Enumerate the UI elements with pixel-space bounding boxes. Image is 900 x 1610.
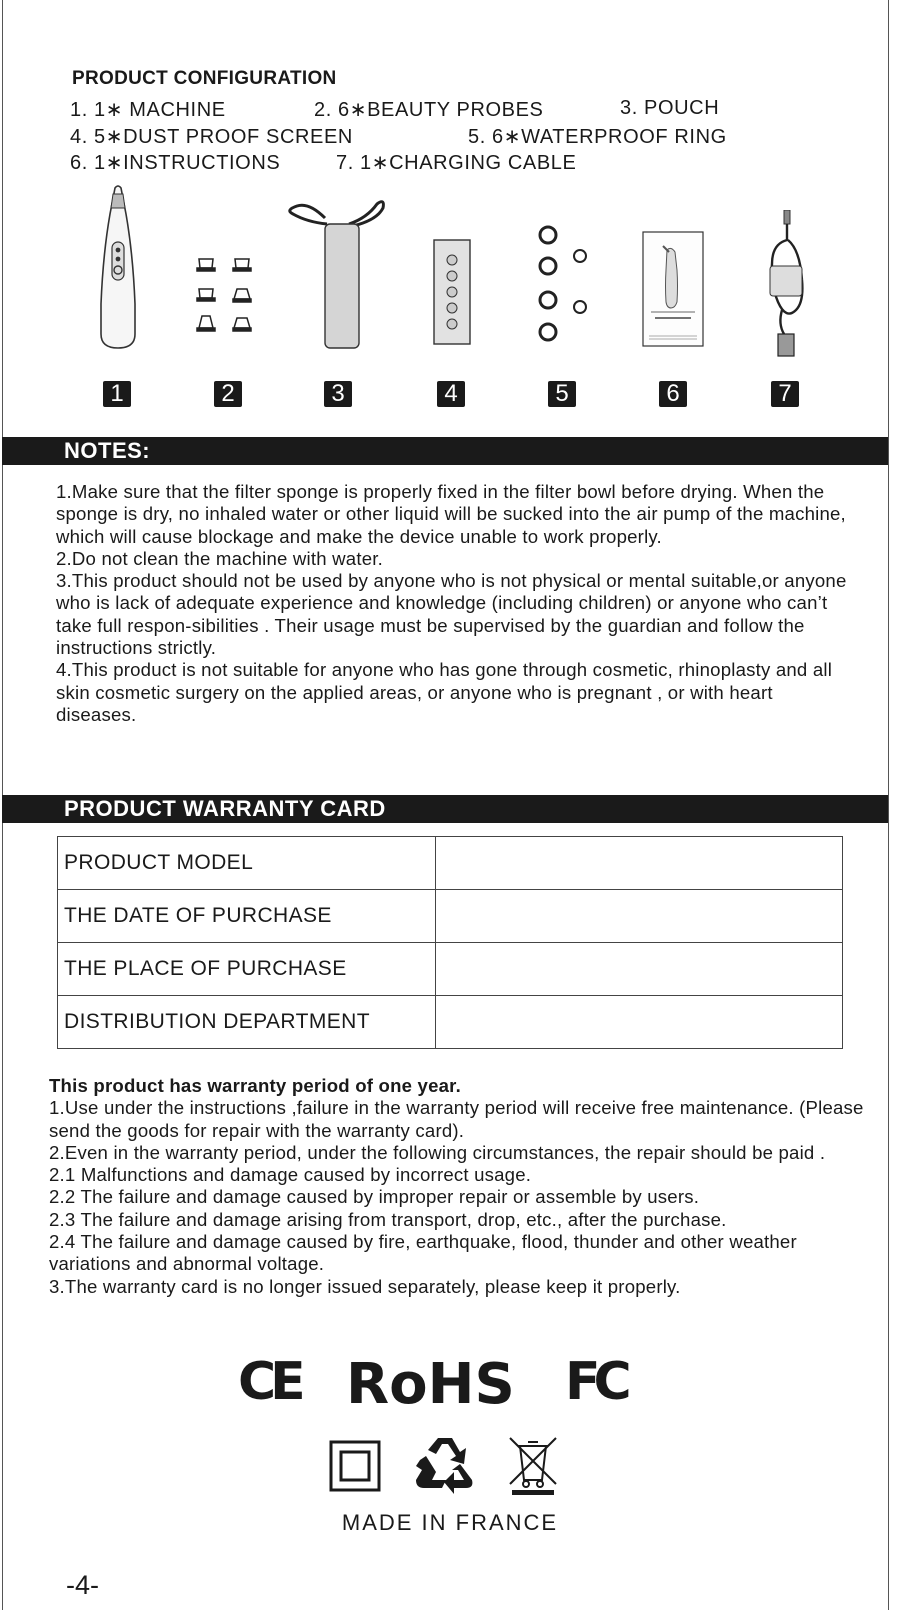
config-item: 2. 6∗BEAUTY PROBES — [314, 99, 544, 121]
rohs-mark: RoHS — [346, 1352, 515, 1417]
notes-body — [56, 481, 856, 726]
item-number-3: 3 — [324, 381, 352, 407]
item-number-2: 2 — [214, 381, 242, 407]
warranty-paragraph: 2.1 Malfunctions and damage caused by incorrect usage. — [49, 1164, 532, 1186]
configuration-title: PRODUCT CONFIGURATION — [72, 68, 337, 89]
warranty-paragraph: 2.2 The failure and damage caused by improper repair or assemble by users. — [49, 1186, 700, 1208]
machine-illustration — [95, 184, 141, 352]
table-row — [58, 837, 843, 890]
warranty-field-label: PRODUCT MODEL — [58, 837, 436, 890]
table-row — [58, 943, 843, 996]
config-item: 1. 1∗ MACHINE — [70, 99, 226, 121]
config-item: 5. 6∗WATERPROOF RING — [468, 126, 727, 148]
table-row — [58, 890, 843, 943]
warranty-paragraph: 1.Use under the instructions ,failure in the warranty period will receive free maintenance. (Please send the goods for repair with the warranty card). — [49, 1097, 864, 1141]
table-row — [58, 996, 843, 1049]
instructions-booklet-illustration — [641, 230, 705, 348]
charging-cable-illustration — [766, 210, 808, 360]
weee-crossed-bin-icon — [506, 1434, 560, 1496]
fcc-mark: FC — [565, 1352, 625, 1412]
warranty-paragraph: 2.Even in the warranty period, under the following circumstances, the repair should be paid . — [49, 1141, 826, 1163]
warranty-header-bar — [2, 795, 888, 823]
item-number-7: 7 — [771, 381, 799, 407]
warranty-card-table — [57, 836, 843, 1049]
item-number-6: 6 — [659, 381, 687, 407]
note-paragraph: 3.This product should not be used by anyone who is not physical or mental suitable,or anyone who is lack of adequate experience and knowledge (including children) or anyone who can’t take full respon-sibilities . Their usage must be supervised by the guardian and follow the instructions strictly. — [56, 570, 847, 659]
item-number-4: 4 — [437, 381, 465, 407]
recycle-icon — [412, 1434, 478, 1494]
warranty-field-value[interactable] — [436, 943, 843, 996]
warranty-field-label: THE PLACE OF PURCHASE — [58, 943, 436, 996]
warranty-field-value[interactable] — [436, 837, 843, 890]
warranty-heading: This product has warranty period of one year. — [49, 1075, 461, 1096]
warranty-field-label: THE DATE OF PURCHASE — [58, 890, 436, 943]
config-item: 7. 1∗CHARGING CABLE — [336, 152, 577, 174]
warranty-field-value[interactable] — [436, 890, 843, 943]
config-item: 3. POUCH — [620, 97, 720, 119]
note-paragraph: 2.Do not clean the machine with water. — [56, 547, 383, 569]
made-in-label: MADE IN FRANCE — [341, 1510, 559, 1535]
warranty-field-label: DISTRIBUTION DEPARTMENT — [58, 996, 436, 1049]
warranty-paragraph: 2.3 The failure and damage arising from transport, drop, etc., after the purchase. — [49, 1208, 727, 1230]
double-insulation-icon — [329, 1440, 381, 1492]
config-item: 6. 1∗INSTRUCTIONS — [70, 152, 281, 174]
warranty-paragraph: 3.The warranty card is no longer issued separately, please keep it properly. — [49, 1275, 681, 1297]
warranty-title: PRODUCT WARRANTY CARD — [64, 796, 386, 821]
item-number-5: 5 — [548, 381, 576, 407]
waterproof-rings-illustration — [535, 224, 595, 348]
warranty-field-value[interactable] — [436, 996, 843, 1049]
configuration-items — [0, 180, 900, 420]
item-number-1: 1 — [103, 381, 131, 407]
page-number: -4- — [66, 1570, 99, 1600]
notes-header-bar — [2, 437, 888, 465]
ce-mark: CE — [238, 1352, 300, 1412]
note-paragraph: 4.This product is not suitable for anyone who has gone through cosmetic, rhinoplasty and all skin cosmetic surgery on the applied areas, or anyone who is pregnant , or with heart diseases. — [56, 659, 833, 725]
warranty-paragraph: 2.4 The failure and damage caused by fire, earthquake, flood, thunder and other weather variations and abnormal voltage. — [49, 1231, 797, 1275]
config-item: 4. 5∗DUST PROOF SCREEN — [70, 126, 353, 148]
notes-title: NOTES: — [64, 438, 151, 463]
note-paragraph: 1.Make sure that the filter sponge is properly fixed in the filter bowl before drying. When the sponge is dry, no inhaled water or other liquid will be sucked into the air pump of the machine, which will cause blockage and make the device unable to work properly. — [56, 481, 846, 547]
dust-proof-screen-illustration — [432, 238, 472, 348]
beauty-probes-illustration — [195, 254, 255, 344]
pouch-illustration — [287, 200, 393, 352]
warranty-terms — [49, 1075, 869, 1298]
